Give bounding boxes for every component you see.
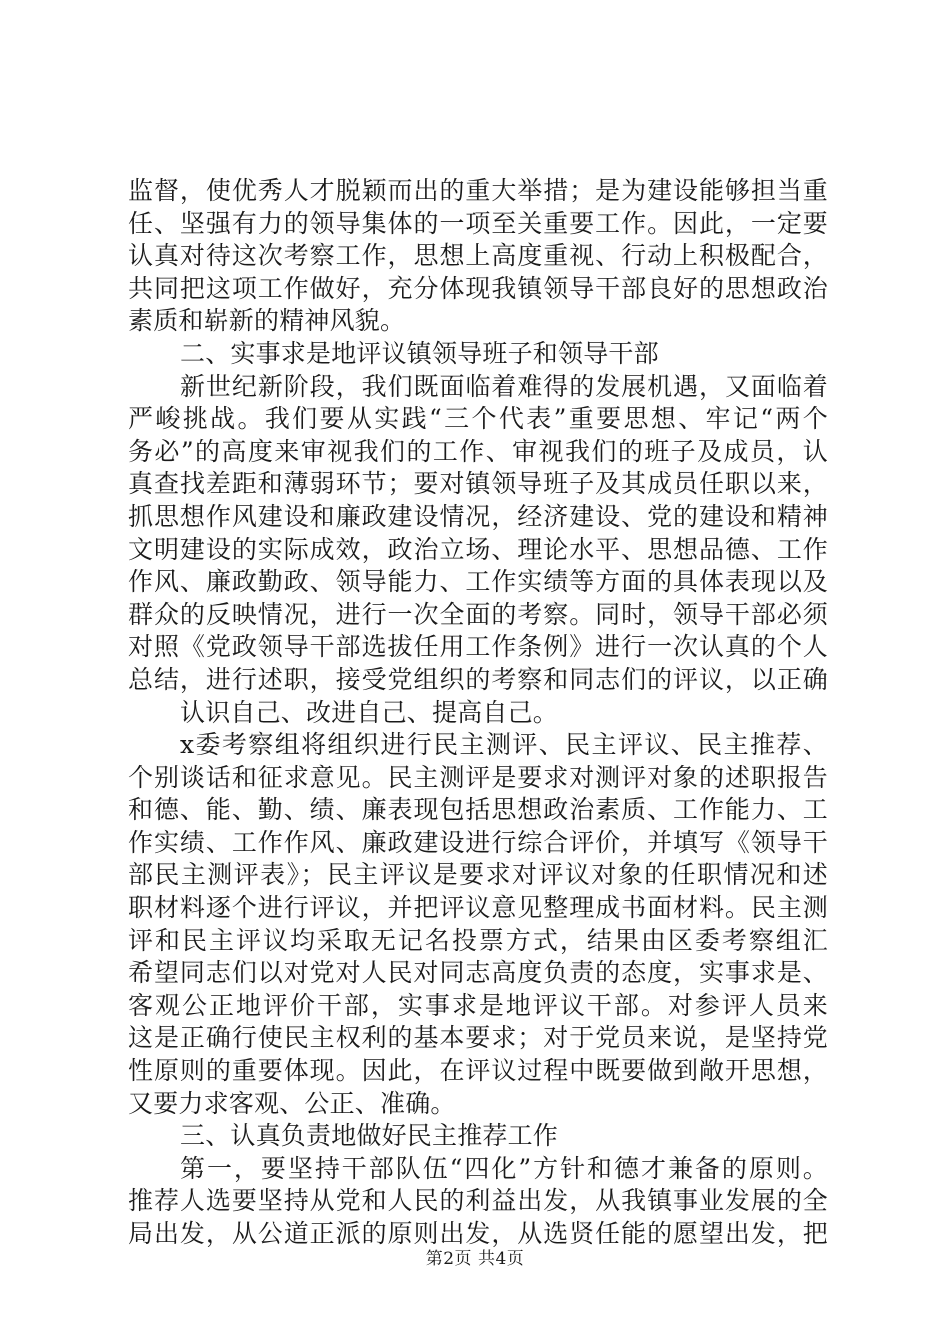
text-line: 评和民主评议均采取无记名投票方式，结果由区委考察组汇 — [128, 925, 828, 955]
text-line: 总结，进行述职，接受党组织的考察和同志们的评议，以正确 — [128, 664, 828, 694]
text-line: 严峻挑战。我们要从实践“三个代表”重要思想、牢记“两个 — [128, 404, 828, 434]
text-line: 共同把这项工作做好，充分体现我镇领导干部良好的思想政治 — [128, 273, 828, 303]
text-line: x委考察组将组织进行民主测评、民主评议、民主推荐、 — [180, 730, 828, 760]
text-line: 新世纪新阶段，我们既面临着难得的发展机遇，又面临着 — [180, 371, 828, 401]
text-line: 务必”的高度来审视我们的工作、审视我们的班子及成员，认 — [128, 436, 828, 466]
text-line: 对照《党政领导干部选拔任用工作条例》进行一次认真的个人 — [128, 632, 828, 662]
text-line: 第一，要坚持干部队伍“四化”方针和德才兼备的原则。 — [180, 1153, 828, 1183]
text-line: 真查找差距和薄弱环节；要对镇领导班子及其成员任职以来， — [128, 469, 828, 499]
text-line: 又要力求客观、公正、准确。 — [128, 1088, 456, 1118]
text-line: 希望同志们以对党对人民对同志高度负责的态度，实事求是、 — [128, 958, 828, 988]
text-line: 个别谈话和征求意见。民主测评是要求对测评对象的述职报告 — [128, 762, 828, 792]
document-body — [128, 175, 828, 1251]
text-line: 认识自己、改进自己、提高自己。 — [180, 697, 559, 727]
text-line: 三、认真负责地做好民主推荐工作 — [180, 1121, 559, 1151]
text-line: 和德、能、勤、绩、廉表现包括思想政治素质、工作能力、工 — [128, 795, 828, 825]
text-line: 性原则的重要体现。因此，在评议过程中既要做到敞开思想， — [128, 1056, 828, 1086]
text-line: 群众的反映情况，进行一次全面的考察。同时，领导干部必须 — [128, 599, 828, 629]
text-line: 作实绩、工作作风、廉政建设进行综合评价，并填写《领导干 — [128, 827, 828, 857]
text-line: 二、实事求是地评议镇领导班子和领导干部 — [180, 338, 659, 368]
text-line: 抓思想作风建设和廉政建设情况，经济建设、党的建设和精神 — [128, 501, 828, 531]
page-footer: 第2页 共4页 — [425, 1249, 525, 1269]
text-line: 部民主测评表》；民主评议是要求对评议对象的任职情况和述 — [128, 860, 828, 890]
text-line: 职材料逐个进行评议，并把评议意见整理成书面材料。民主测 — [128, 893, 828, 923]
text-line: 这是正确行使民主权利的基本要求；对于党员来说，是坚持党 — [128, 1023, 828, 1053]
text-line: 认真对待这次考察工作，思想上高度重视、行动上积极配合， — [128, 241, 828, 271]
text-line: 作风、廉政勤政、领导能力、工作实绩等方面的具体表现以及 — [128, 567, 828, 597]
text-line: 文明建设的实际成效，政治立场、理论水平、思想品德、工作 — [128, 534, 828, 564]
text-line: 推荐人选要坚持从党和人民的利益出发，从我镇事业发展的全 — [128, 1186, 828, 1216]
text-line: 监督，使优秀人才脱颖而出的重大举措；是为建设能够担当重 — [128, 176, 828, 205]
text-line: 客观公正地评价干部，实事求是地评议干部。对参评人员来 — [128, 990, 828, 1020]
text-line: 任、坚强有力的领导集体的一项至关重要工作。因此，一定要 — [128, 208, 828, 238]
text-line: 素质和崭新的精神风貌。 — [128, 306, 406, 336]
text-line: 局出发，从公道正派的原则出发，从选贤任能的愿望出发，把 — [128, 1219, 828, 1248]
